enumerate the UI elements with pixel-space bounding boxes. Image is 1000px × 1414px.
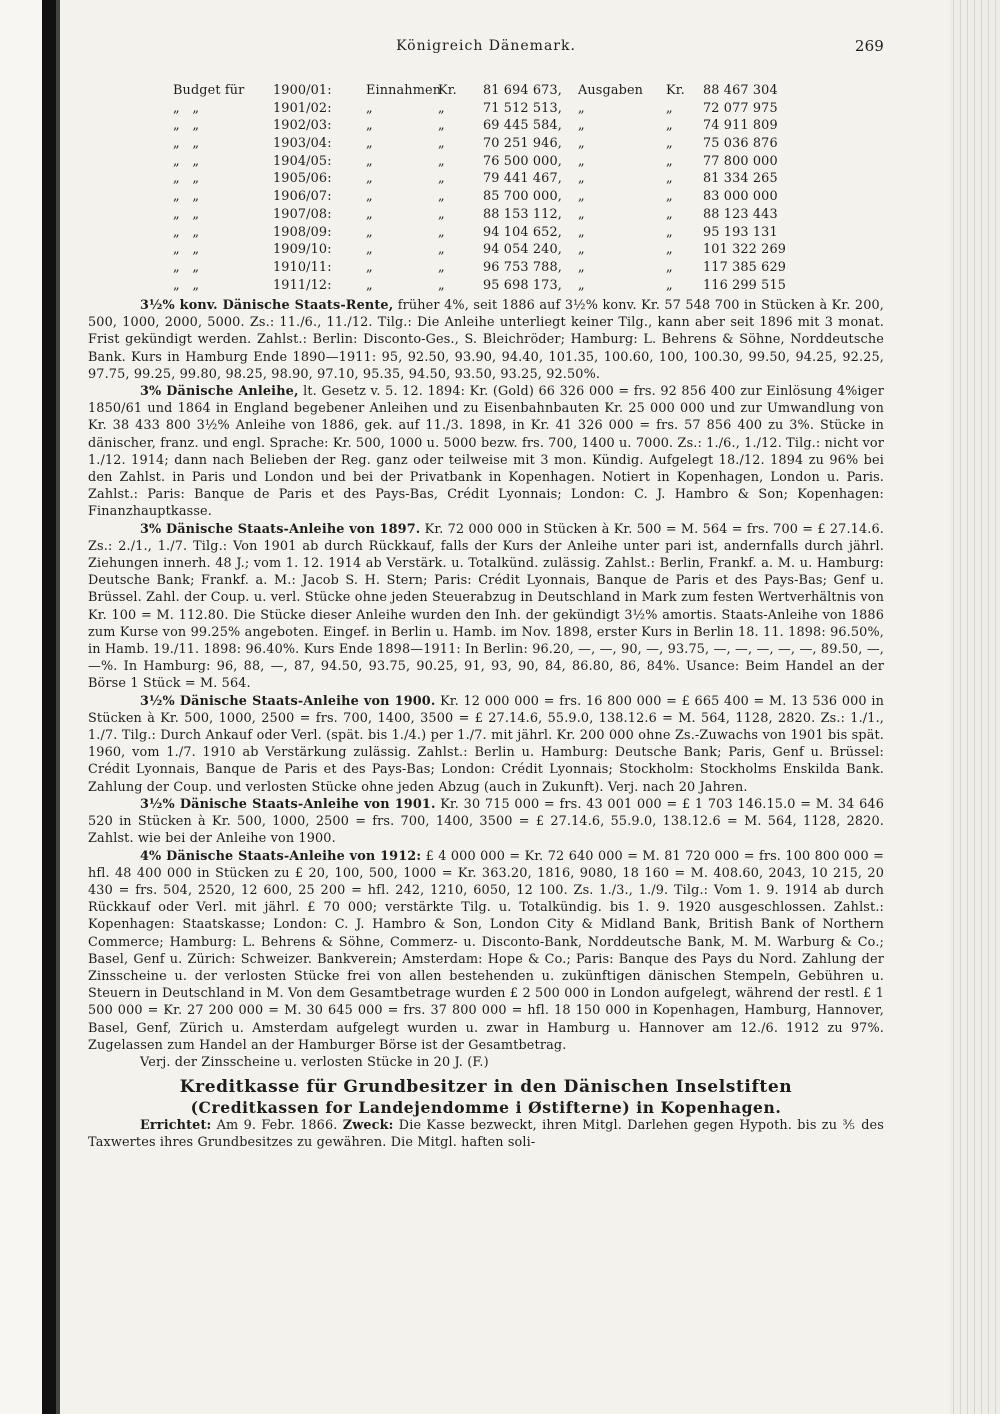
budget-cell-ein-val: 69 445 584,: [483, 118, 562, 134]
budget-cell-aus-val: 88 123 443: [703, 206, 778, 222]
loan-body: Kr. 30 715 000 = frs. 43 001 000 = £ 1 703 146.15.0 = M. 34 646 520 in Stücken à Kr. 500, 1000, 2500 = frs. 700, 1400, 3500 = £ 27.14.6, 55.9.0, 138.12.6 = M. 564, 1128, 2820. Zahlst. wie bei der Anleihe von 1900.: [88, 796, 884, 847]
budget-row: [173, 188, 793, 206]
budget-cell-aus-val: 81 334 265: [703, 171, 778, 187]
loan-title: 3½% konv. Dänische Staats-Rente,: [140, 298, 394, 313]
budget-cell-akr: „: [666, 259, 673, 275]
budget-cell-year: 1900/01:: [273, 83, 332, 98]
loan-body: Kr. 72 000 000 in Stücken à Kr. 500 = M. 564 = frs. 700 = £ 27.14.6. Zs.: 2./1., 1./7. Tilg.: Von 1901 ab durch Rückkauf, falls der Kurs der Anleihe unter pari ist, andernfalls durch jährl. Ziehungen innerh. 48 J.; vom 1. 12. 1914 ab Verstärk. u. Totalkünd. zulässig. Zahlst.: Berlin, Frankf. a. M. u. Hamburg: Deutsche Bank; Frankf. a. M.: Jacob S. H. Stern; Paris: Crédit Lyonnais, Banque de Paris et des Pays-Bas; Genf u. Brüssel. Zahl. der Coup. u. verl. Stücke ohne jeden Steuerabzug in Deutschland in Mark zum festen Wertverhältnis von Kr. 100 = M. 112.80. Die Stücke dieser Anleihe wurden den Inh. der gekündigt 3½% amortis. Staats-Anleihe von 1886 zum Kurse von 99.25% angeboten. Eingef. in Berlin u. Hamb. im Nov. 1898, erster Kurs in Berlin 18. 11. 1898: 96.50%, in Hamb. 19./11. 1898: 96.40%. Kurs Ende 1898—1911: In Berlin: 96.20, —, —, 90, —, 93.75, —, —, —, —, —, 89.50, —, —%. In Hamburg: 96, 88, —, 87, 94.50, 93.75, 90.25, 91, 93, 90, 84, 86.80, 86, 84%. Usance: Beim Handel an der Börse 1 Stück = M. 564.: [88, 521, 884, 692]
budget-cell-ein-val: 79 441 467,: [483, 171, 562, 187]
budget-cell-year: 1910/11:: [273, 259, 332, 275]
loan-title: 3% Dänische Anleihe,: [140, 384, 299, 400]
budget-cell-kr: „: [438, 153, 445, 169]
budget-cell-aus: „: [578, 189, 585, 205]
budget-cell-kr: „: [438, 259, 445, 275]
budget-cell-ein-val: 70 251 946,: [483, 136, 562, 152]
loan-paragraph: [88, 383, 884, 521]
budget-cell-aus: „: [578, 171, 585, 187]
budget-row: [173, 100, 793, 118]
budget-cell-ein-val: 94 104 652,: [483, 224, 562, 240]
budget-cell-ein: „: [366, 242, 373, 258]
budget-cell-year: 1911/12:: [273, 277, 332, 293]
budget-cell-year: 1908/09:: [273, 224, 332, 240]
loan-body: lt. Gesetz v. 5. 12. 1894: Kr. (Gold) 66 326 000 = frs. 92 856 400 zur Einlösung 4%iger 1850/61 und 1864 in England begebener Anleihen und zu Eisenbahnbauten Kr. 25 000 000 und zur Umwandlung von Kr. 38 433 800 3½% Anleihe von 1886, gek. auf 11./3. 1898, in Kr. 41 326 000 = frs. 57 856 400 zu 3%. Stücke in dänischer, franz. und engl. Sprache: Kr. 500, 1000 u. 5000 bezw. frs. 700, 1400 u. 7000. Zs.: 1./6., 1./12. Tilg.: nicht vor 1./12. 1914; dann nach Belieben der Reg. ganz oder teilweise mit 3 mon. Kündig. Aufgelegt 18./12. 1894 zu 96% bei den Zahlst. in Paris und London und bei der Privatbank in Kopenhagen. Notiert in Kopenhagen, London u. Paris. Zahlst.: Paris: Banque de Paris et des Pays-Bas, Crédit Lyonnais; London: C. J. Hambro & Son; Kopenhagen: Finanzhauptkasse.: [88, 384, 885, 520]
budget-cell-ein-val: 81 694 673,: [483, 83, 562, 98]
budget-cell-kr: „: [438, 100, 445, 116]
budget-cell-akr: „: [666, 118, 673, 134]
budget-cell-akr: „: [666, 100, 673, 116]
budget-cell-year: 1902/03:: [273, 118, 332, 134]
budget-cell-aus: „: [578, 277, 585, 293]
budget-cell-aus: „: [578, 153, 585, 169]
budget-cell-akr: „: [666, 224, 673, 240]
budget-cell-label: „ „: [173, 153, 200, 169]
errichtet-value: Am 9. Febr. 1866.: [211, 1118, 343, 1134]
budget-cell-label: „ „: [173, 136, 200, 152]
budget-cell-ein-val: 85 700 000,: [483, 189, 562, 205]
budget-cell-label: Budget für: [173, 83, 245, 98]
loan-title: 4% Dänische Staats-Anleihe von 1912:: [140, 848, 422, 864]
loan-body: £ 4 000 000 = Kr. 72 640 000 = M. 81 720 000 = frs. 100 800 000 = hfl. 48 400 000 in Stücken zu £ 20, 100, 500, 1000 = Kr. 363.20, 1816, 9080, 18 160 = M. 408.60, 2043, 10 215, 20 430 = frs. 504, 2520, 12 600, 25 200 = hfl. 242, 1210, 6050, 12 100. Zs. 1./3., 1./9. Tilg.: Vom 1. 9. 1914 ab durch Rückkauf oder Verl. mit jährl. £ 70 000; verstärkte Tilg. u. Totalkündig. bis 1. 9. 1920 ausgeschlossen. Zahlst.: Kopenhagen: Staatskasse; London: C. J. Hambro & Son, London City & Midland Bank, British Bank of Northern Commerce; Hamburg: L. Behrens & Söhne, Commerz- u. Disconto-Bank, Norddeutsche Bank, M. M. Warburg & Co.; Basel, Genf u. Zürich: Schweizer. Bankverein; Amsterdam: Hope & Co.; Paris: Banque des Pays du Nord. Zahlung der Zinsscheine u. der verlosten Stücke frei von allen bestehenden u. zukünftigen dänischen Stempeln, Gebühren u. Steuern in Deutschland in M. Von dem Gesamtbetrage wurden £ 2 500 000 in London aufgelegt, während der restl. £ 1 500 000 = Kr. 27 200 000 = M. 30 645 000 = frs. 37 800 000 = hfl. 18 150 000 in Kopenhagen, Hamburg, Hannover, Basel, Genf, Zürich u. Amsterdam aufgelegt wurden u. zwar in Hamburg u. Hannover am 12./6. 1912 zu 97%. Zugelassen zum Handel an der Hamburger Börse ist der Gesamtbetrag.: [88, 848, 884, 1053]
budget-row: [173, 153, 793, 171]
budget-cell-kr: „: [438, 242, 445, 258]
budget-cell-kr: „: [438, 277, 445, 293]
kreditkasse-heading: Kreditkasse für Grundbesitzer in den Dänischen Inselstiften: [179, 1077, 793, 1098]
budget-cell-akr: „: [666, 206, 673, 222]
budget-cell-akr: „: [666, 171, 673, 187]
loan-body: früher 4%, seit 1886 auf 3½% konv. Kr. 57 548 700 in Stücken à Kr. 200, 500, 1000, 2000, 5000. Zs.: 11./6., 11./12. Tilg.: Die Anleihe unterliegt keiner Tilg., kann aber seit 1896 mit 3 monat. Frist gekündigt werden. Zahlst.: Berlin: Disconto-Ges., S. Bleichröder; Hamburg: L. Behrens & Söhne, Norddeutsche Bank. Kurs in Hamburg Ende 1890—1911: 95, 92.50, 93.90, 94.40, 101.35, 100.60, 100, 100.30, 99.50, 94.25, 92.25, 97.75, 99.25, 99.80, 98.25, 98.90, 97.10, 95.35, 94.50, 93.50, 93.25, 92.50%.: [88, 298, 884, 382]
budget-cell-year: 1901/02:: [273, 100, 332, 116]
kreditkasse-subheading-text: (Creditkassen for Landejendomme i Østifterne) in: [190, 1098, 655, 1118]
budget-row: [173, 277, 793, 295]
budget-cell-aus-val: 74 911 809: [703, 118, 778, 134]
budget-row: [173, 206, 793, 224]
budget-cell-akr: „: [666, 189, 673, 205]
budget-cell-ein: „: [366, 136, 373, 152]
budget-cell-aus: „: [578, 259, 585, 275]
book-page: [88, 0, 884, 1414]
budget-cell-ein: „: [366, 224, 373, 240]
budget-cell-ein-val: 88 153 112,: [483, 206, 562, 222]
budget-cell-ein-val: 95 698 173,: [483, 277, 562, 293]
budget-cell-label: „ „: [173, 224, 200, 240]
budget-cell-kr: „: [438, 189, 445, 205]
kreditkasse-paragraph: [88, 1117, 884, 1151]
loan-sections: [88, 297, 884, 1054]
loan-paragraph: [88, 521, 884, 693]
budget-cell-kr: „: [438, 171, 445, 187]
verjaehrung-note: Verj. der Zinsscheine u. verlosten Stücke in 20 J. (F.): [140, 1054, 489, 1070]
budget-cell-akr: Kr.: [666, 83, 685, 98]
budget-cell-ein: „: [366, 189, 373, 205]
budget-cell-year: 1905/06:: [273, 171, 332, 187]
budget-cell-label: „ „: [173, 118, 200, 134]
budget-cell-ein: „: [366, 259, 373, 275]
binding-edge: [56, 0, 60, 1414]
budget-cell-aus-val: 116 299 515: [703, 277, 787, 293]
page-number: 269: [854, 37, 884, 55]
book-binding-shadow: [42, 0, 56, 1414]
body-text: [88, 297, 884, 1152]
budget-cell-label: „ „: [173, 189, 200, 205]
budget-cell-kr: „: [438, 118, 445, 134]
loan-paragraph: [88, 297, 884, 383]
budget-cell-aus-val: 101 322 269: [703, 242, 787, 258]
budget-cell-aus: „: [578, 136, 585, 152]
kreditkasse-city: Kopenhagen.: [660, 1098, 782, 1118]
budget-cell-ein-val: 76 500 000,: [483, 153, 562, 169]
budget-row: [173, 170, 793, 188]
budget-table: [173, 82, 793, 294]
running-title: Königreich Dänemark.: [396, 38, 576, 54]
budget-cell-aus: „: [578, 206, 585, 222]
budget-row: [173, 241, 793, 259]
budget-cell-aus-val: 88 467 304: [703, 83, 778, 98]
budget-cell-akr: „: [666, 153, 673, 169]
budget-cell-aus: „: [578, 118, 585, 134]
budget-cell-ein: „: [366, 171, 373, 187]
budget-cell-akr: „: [666, 242, 673, 258]
budget-cell-label: „ „: [173, 171, 200, 187]
budget-cell-aus-val: 75 036 876: [703, 136, 778, 152]
budget-cell-ein: „: [366, 118, 373, 134]
kreditkasse-subheading: [88, 1098, 884, 1117]
budget-cell-ein: „: [366, 206, 373, 222]
page-stack-edge: [950, 0, 1000, 1414]
budget-row: [173, 117, 793, 135]
budget-cell-akr: „: [666, 277, 673, 293]
budget-cell-aus-val: 95 193 131: [703, 224, 778, 240]
budget-cell-year: 1904/05:: [273, 153, 332, 169]
zweck-value: Die Kasse bezweckt, ihren Mitgl. Darlehen gegen Hypoth. bis zu ⅗ des Taxwertes ihres Grundbesitzes zu gewähren. Die Mitgl. haften soli-: [88, 1118, 884, 1151]
budget-cell-year: 1907/08:: [273, 206, 332, 222]
budget-cell-aus: „: [578, 100, 585, 116]
budget-cell-label: „ „: [173, 259, 200, 275]
budget-cell-ein-val: 71 512 513,: [483, 100, 562, 116]
budget-cell-aus-val: 117 385 629: [703, 259, 787, 275]
budget-cell-aus: „: [578, 242, 585, 258]
running-header: [88, 38, 884, 58]
budget-cell-ein: „: [366, 277, 373, 293]
budget-cell-year: 1906/07:: [273, 189, 332, 205]
budget-cell-label: „ „: [173, 242, 200, 258]
loan-title: 3½% Dänische Staats-Anleihe von 1901.: [140, 796, 436, 812]
loan-paragraph: [88, 848, 884, 1054]
budget-row: [173, 259, 793, 277]
loan-paragraph: [88, 796, 884, 848]
budget-cell-label: „ „: [173, 277, 200, 293]
budget-cell-ein: „: [366, 100, 373, 116]
budget-cell-aus-val: 83 000 000: [703, 189, 778, 205]
budget-cell-ein: Einnahmen: [366, 83, 442, 98]
budget-cell-akr: „: [666, 136, 673, 152]
budget-row: [173, 224, 793, 242]
budget-cell-year: 1903/04:: [273, 136, 332, 152]
budget-cell-aus: „: [578, 224, 585, 240]
budget-cell-aus-val: 77 800 000: [703, 153, 778, 169]
budget-cell-label: „ „: [173, 206, 200, 222]
budget-row: [173, 82, 793, 100]
loan-title: 3% Dänische Staats-Anleihe von 1897.: [140, 521, 421, 537]
budget-cell-ein-val: 96 753 788,: [483, 259, 562, 275]
budget-cell-ein-val: 94 054 240,: [483, 242, 562, 258]
budget-row: [173, 135, 793, 153]
budget-cell-aus-val: 72 077 975: [703, 100, 778, 116]
budget-cell-kr: „: [438, 136, 445, 152]
budget-cell-ein: „: [366, 153, 373, 169]
budget-cell-label: „ „: [173, 100, 200, 116]
loan-paragraph: [88, 693, 884, 796]
errichtet-label: Errichtet:: [140, 1118, 212, 1134]
budget-cell-kr: Kr.: [438, 83, 457, 98]
loan-body: Kr. 12 000 000 = frs. 16 800 000 = £ 665 400 = M. 13 536 000 in Stücken à Kr. 500, 1000, 2500 = frs. 700, 1400, 3500 = £ 27.14.6, 55.9.0, 138.12.6 = M. 564, 1128, 2820. Zs.: 1./1., 1./7. Tilg.: Durch Ankauf oder Verl. (spät. bis 1./4.) per 1./7. mit jährl. Kr. 200 000 ohne Zs.-Zuwachs von 1901 bis spät. 1960, vom 1./7. 1910 ab Verstärkung zulässig. Zahlst.: Berlin u. Hamburg: Deutsche Bank; Paris, Genf u. Brüssel: Crédit Lyonnais, Banque de Paris et des Pays-Bas; London: Crédit Lyonnais; Stockholm: Stockholms Enskilda Bank. Zahlung der Coup. und verlosten Stücke ohne jeden Abzug (auch in Zukunft). Verj. nach 20 Jahren.: [88, 693, 884, 795]
budget-cell-kr: „: [438, 224, 445, 240]
budget-cell-kr: „: [438, 206, 445, 222]
zweck-label: Zweck:: [342, 1118, 394, 1134]
budget-cell-aus: Ausgaben: [578, 83, 644, 98]
budget-cell-year: 1909/10:: [273, 242, 332, 258]
loan-title: 3½% Dänische Staats-Anleihe von 1900.: [140, 693, 436, 709]
